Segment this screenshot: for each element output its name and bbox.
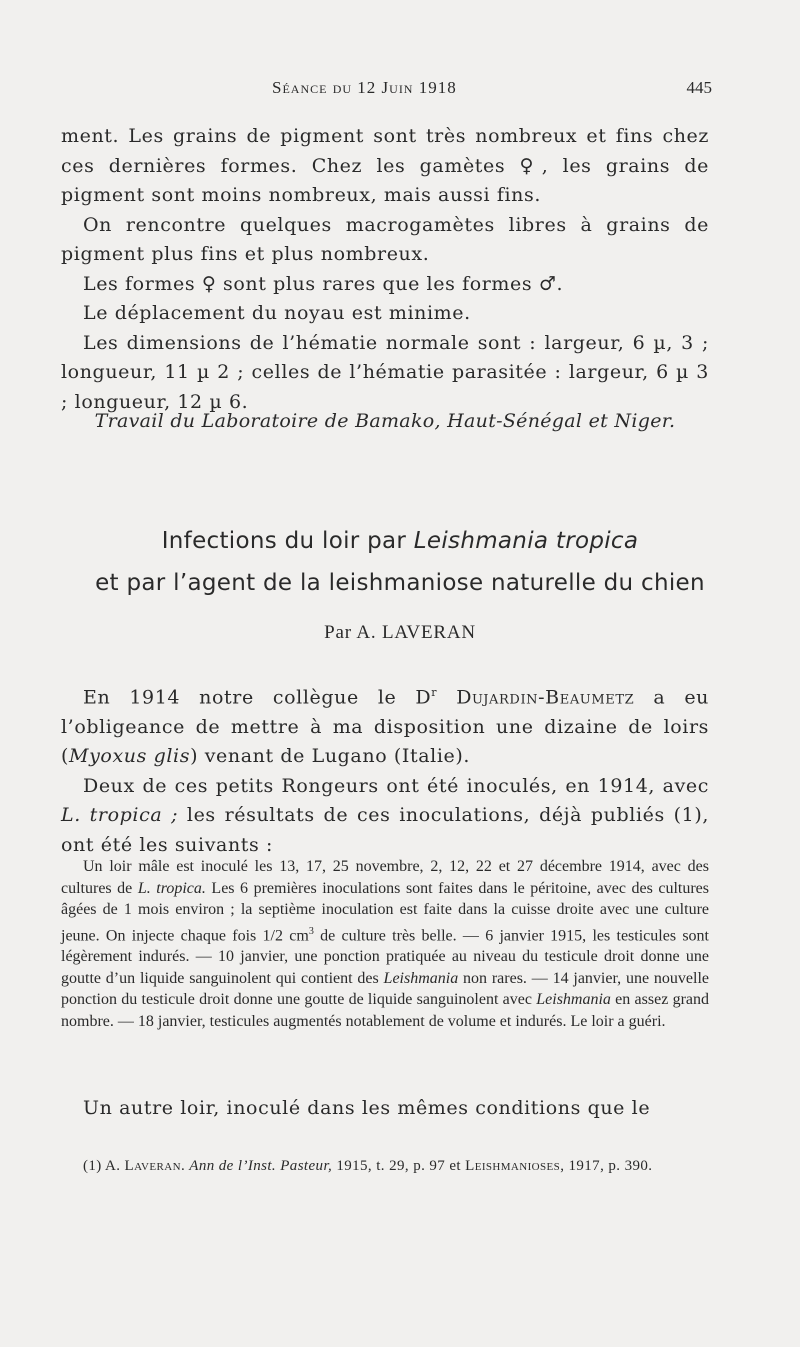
author-line: Par A. LAVERAN	[324, 622, 476, 643]
footnote	[61, 1156, 709, 1177]
paragraph: Un autre loir, inoculé dans les mêmes conditions que le	[83, 1097, 651, 1119]
running-header	[60, 78, 710, 108]
article-title	[40, 520, 760, 604]
running-title: Séance du 12 Juin 1918	[272, 78, 457, 97]
affiliation: Travail du Laboratoire de Bamako, Haut-Sénégal et Niger.	[94, 410, 676, 432]
title-line-1: Infections du loir par Leishmania tropica	[161, 528, 639, 554]
paragraph: Deux de ces petits Rongeurs ont été inoculés, en 1914, avec L. tropica ; les résultats de ces inoculations, déjà publiés (1), ont été les suivants :	[61, 774, 709, 856]
title-species: Leishmania tropica	[413, 528, 639, 554]
paragraph: Les formes ♀ sont plus rares que les formes ♂.	[83, 272, 564, 295]
paragraph: Les dimensions de l’hématie normale sont : largeur, 6 µ, 3 ; longueur, 11 µ 2 ; celles de l’hématie parasitée : largeur, 6 µ 3 ; longueur, 12 µ 6.	[61, 331, 709, 413]
footnote-text: (1) A. Laveran. Ann de l’Inst. Pasteur, 1915, t. 29, p. 97 et Leishmanioses, 1917, p. 390.	[83, 1158, 653, 1174]
article-body	[61, 678, 709, 860]
paragraph: En 1914 notre collègue le $D^r$ Dujardin-Beaumetz a eu l’obligeance de mettre à ma disposition une dizaine de loirs (Myoxus glis) venant de Lugano (Italie).	[61, 686, 710, 768]
paragraph: Le déplacement du noyau est minime.	[83, 302, 471, 324]
person-name: Dujardin-Beaumetz	[456, 686, 635, 709]
observation-text: Un loir mâle est inoculé les 13, 17, 25 novembre, 2, 12, 22 et 27 décembre 1914, avec des cultures de L. tropica. Les 6 premières inoculations sont faites dans le péritoine, avec des cultures âgées de 1 mois environ ; la septième inoculation est faite dans la cuisse droite avec une culture jeune. On injecte chaque fois 1/2 $cm^3$ de culture très belle. — 6 janvier 1915, les testicules sont légèrement indurés. — 10 janvier, une ponction pratiquée au niveau du testicule droit donne une goutte d’un liquide sanguinolent qui contient des Leishmania non rares. — 14 janvier, une nouvelle ponction du testicule droit donne une goutte de liquide sanguinolent avec Leishmania en assez grand nombre. — 18 janvier, testicules augmentés notablement de volume et indurés. Le loir a guéri.	[61, 858, 710, 1030]
page-number: 445	[686, 78, 712, 97]
previous-article-body	[61, 122, 709, 417]
paragraph: ment. Les grains de pigment sont très nombreux et fins chez ces dernières formes. Chez les gamètes ♀, les grains de pigment sont moins nombreux, mais aussi fins.	[61, 125, 709, 206]
observation-block	[61, 856, 709, 1032]
paragraph: On rencontre quelques macrogamètes libres à grains de pigment plus fins et plus nombreux.	[61, 213, 709, 265]
affiliation-block	[61, 410, 709, 432]
title-line-2: et par l’agent de la leishmaniose naturelle du chien	[95, 570, 705, 596]
article-body-continued	[61, 1094, 709, 1124]
